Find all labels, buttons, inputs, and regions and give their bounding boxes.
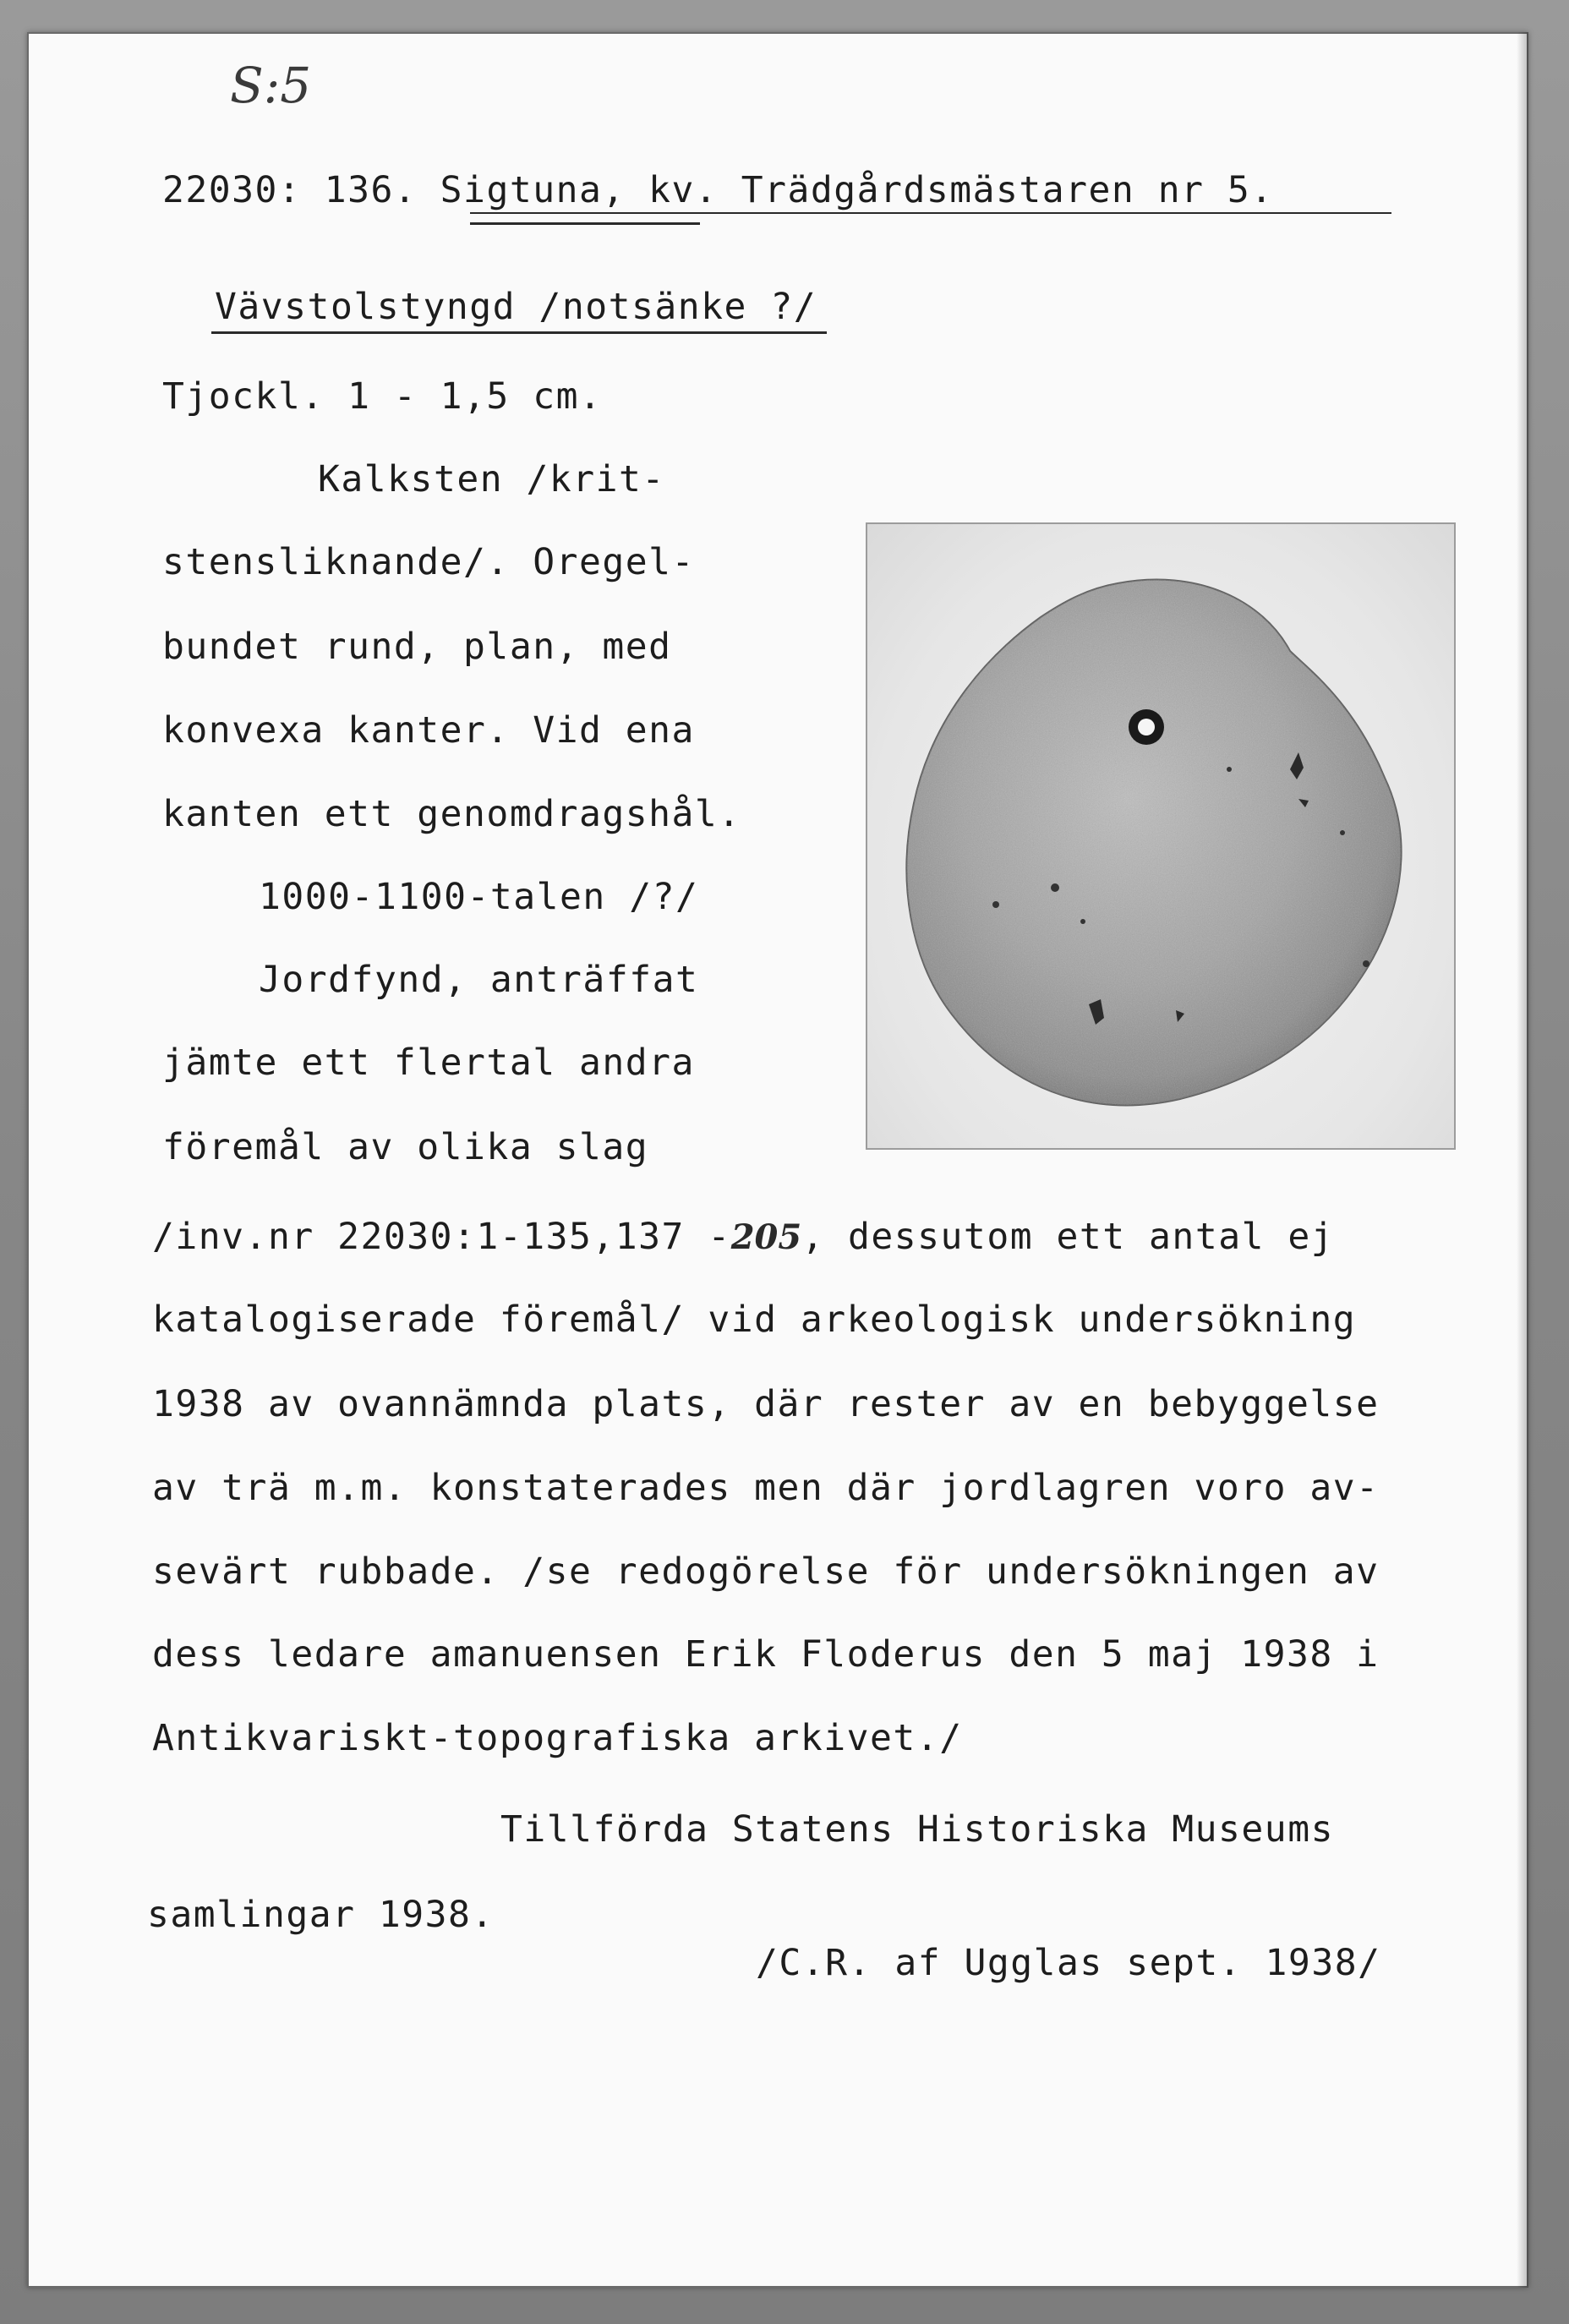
find-line: jämte ett flertal andra: [162, 1042, 695, 1084]
body-line: av trä m.m. konstaterades men där jordlagren voro av-: [152, 1467, 1380, 1509]
description-line: Kalksten /krit-: [318, 458, 665, 500]
closing-line: Tillförda Statens Historiska Museums: [500, 1808, 1334, 1851]
body-line: 1938 av ovannämnda plats, där rester av en bebyggelse: [152, 1383, 1380, 1425]
description-line: bundet rund, plan, med: [162, 626, 672, 668]
heading-end: .: [1250, 169, 1274, 211]
inventory-line: [152, 1216, 1335, 1258]
catalog-heading: [162, 169, 1274, 211]
description-line: stensliknande/. Oregel-: [162, 541, 695, 583]
body-line: katalogiserade föremål/ vid arkeologisk undersökning: [152, 1299, 1357, 1341]
corner-handwritten-note: S:5: [230, 57, 312, 114]
place-underline: [470, 222, 700, 225]
object-photograph: [866, 522, 1456, 1150]
signature: /C.R. af Ugglas sept. 1938/: [756, 1942, 1381, 1984]
stone-pit: [1227, 767, 1232, 772]
inventory-suffix: , dessutom ett antal ej: [801, 1216, 1335, 1258]
stone-pit: [992, 901, 999, 908]
find-place: Sigtuna,: [440, 169, 626, 211]
object-name-line: [215, 286, 817, 328]
object-name-suffix: ?/: [746, 286, 817, 328]
catalog-card: [27, 32, 1528, 2288]
catalog-number: 22030: 136.: [162, 169, 418, 211]
body-line: sevärt rubbade. /se redogörelse för undersökningen av: [152, 1550, 1380, 1593]
hole-opening: [1138, 719, 1155, 735]
find-line: Jordfynd, anträffat: [259, 959, 699, 1001]
find-line: föremål av olika slag: [162, 1126, 649, 1168]
dating: 1000-1100-talen /?/: [259, 876, 699, 918]
description-line: kanten ett genomdragshål.: [162, 793, 741, 835]
heading-underline: [470, 212, 1391, 214]
stone-pit: [1340, 830, 1345, 835]
body-line: dess ledare amanuensen Erik Floderus den 5 maj 1938 i: [152, 1633, 1380, 1676]
description-line: konvexa kanter. Vid ena: [162, 709, 695, 752]
stone-pit: [1363, 960, 1369, 967]
stone-pit: [1080, 919, 1085, 924]
stone-texture: [906, 580, 1401, 1106]
stone-pit: [1051, 883, 1059, 892]
handwritten-inventory-number: 205: [730, 1217, 802, 1257]
find-block: kv. Trädgårdsmästaren nr 5: [648, 169, 1251, 211]
object-name: Vävstolstyngd /notsänke: [215, 286, 747, 328]
body-line: Antikvariskt-topografiska arkivet./: [152, 1717, 963, 1759]
inventory-prefix: /inv.nr 22030:1-135,137 -: [152, 1216, 731, 1258]
closing-line: samlingar 1938.: [147, 1894, 495, 1936]
dimensions: Tjockl. 1 - 1,5 cm.: [162, 375, 603, 418]
object-name-underline: [211, 331, 827, 334]
loom-weight-image: [867, 524, 1454, 1148]
